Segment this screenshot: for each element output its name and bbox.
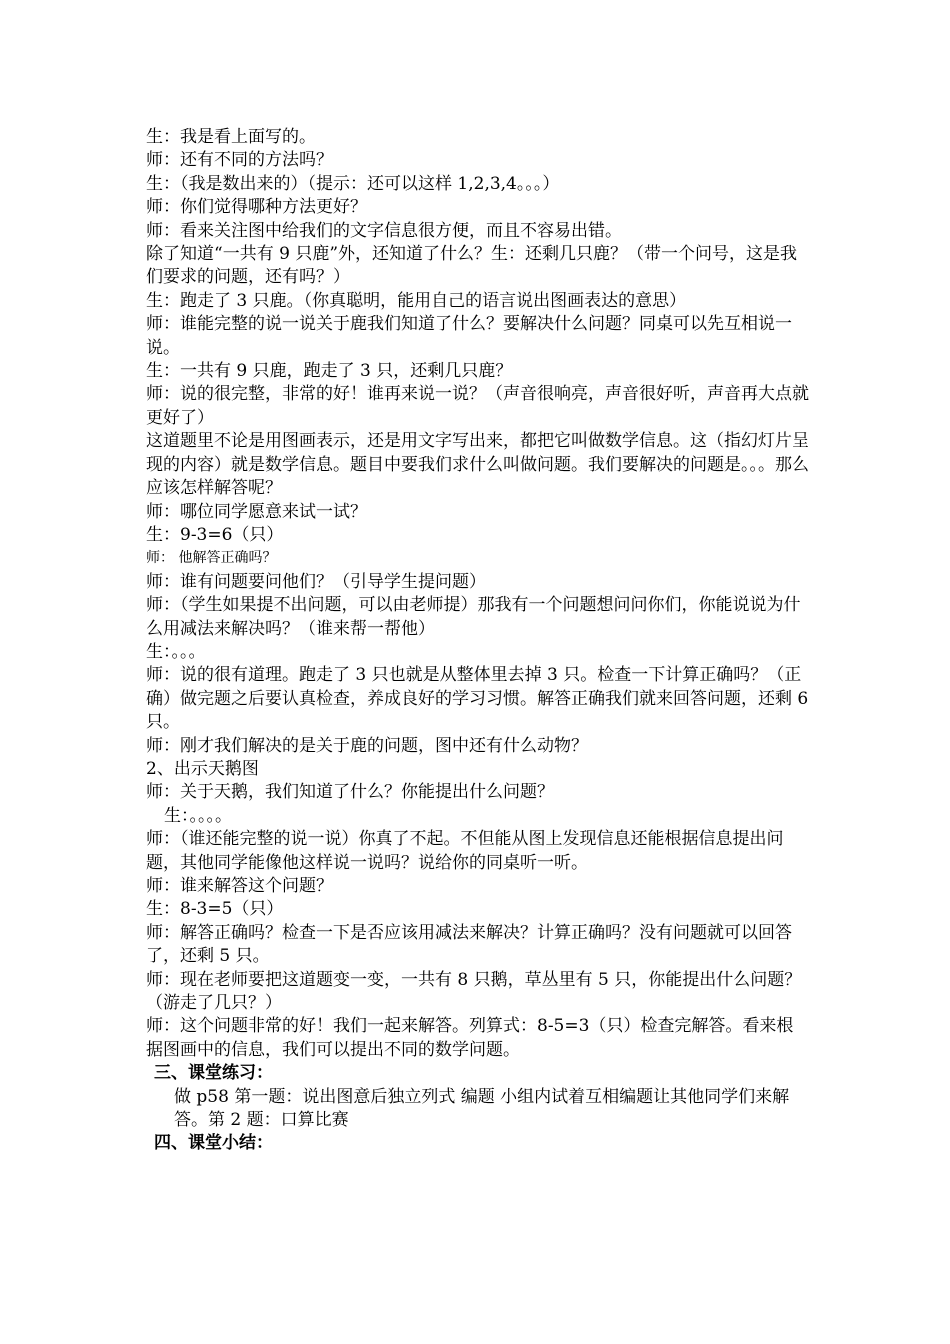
paragraph: 生：9-3=6（只） (146, 524, 284, 545)
paragraph: 师：（谁还能完整的说一说）你真了不起。不但能从图上发现信息还能根据信息提出问题，其他同学能像他这样说一说吗？说给你的同桌听一听。 (146, 829, 784, 873)
paragraph: 师：说的很完整，非常的好！谁再来说一说？（声音很响亮，声音很好听，声音再大点就更好了） (146, 384, 809, 428)
paragraph: 这道题里不论是用图画表示，还是用文字写出来，都把它叫做数学信息。这（指幻灯片呈现的内容）就是数学信息。题目中要我们求什么叫做问题。我们要解决的问题是。。。那么应该怎样解答呢？ (146, 431, 809, 499)
paragraph: 师： 他解答正确吗？ (146, 550, 277, 567)
paragraph: 生：我是看上面写的。 (146, 127, 316, 147)
paragraph: 师：看来关注图中给我们的文字信息很方便，而且不容易出错。 (146, 220, 622, 241)
paragraph: 师：这个问题非常的好！我们一起来解答。列算式：8-5=3（只）检查完解答。看来根据图画中的信息，我们可以提出不同的数学问题。 (146, 1016, 794, 1060)
section-heading-summary: 四、课堂小结： (154, 1133, 273, 1154)
paragraph: 生：跑走了 3 只鹿。（你真聪明，能用自己的语言说出图画表达的意思） (146, 290, 687, 311)
paragraph: 师：谁有问题要问他们？（引导学生提问题） (146, 571, 486, 592)
section-heading-practice: 三、课堂练习： (154, 1063, 273, 1084)
paragraph: 师：现在老师要把这道题变一变，一共有 8 只鹅，草丛里有 5 只，你能提出什么问题？（游走了几只？） (146, 969, 802, 1014)
paragraph: 生：。。。 (146, 641, 206, 662)
paragraph: 生：8-3=5（只） (146, 899, 284, 920)
paragraph: 生：（我是数出来的）（提示：还可以这样 1,2,3,4。。。） (146, 173, 560, 194)
paragraph: 师：（学生如果提不出问题，可以由老师提）那我有一个问题想问问你们，你能说说为什么用减法来解决吗？（谁来帮一帮他） (146, 595, 801, 639)
paragraph: 师：谁来解答这个问题？ (146, 876, 333, 896)
paragraph: 师：解答正确吗？检查一下是否应该用减法来解决？计算正确吗？没有问题就可以回答了，还剩 5 只。 (146, 922, 792, 967)
paragraph: 生：一共有 9 只鹿，跑走了 3 只，还剩几只鹿？ (146, 361, 513, 382)
document-body (146, 126, 810, 1156)
paragraph: 除了知道“一共有 9 只鹿”外，还知道了什么？生：还剩几只鹿？（带一个问号，这是我们要求的问题，还有吗？） (146, 244, 798, 288)
paragraph: 生：。。。。 (164, 805, 232, 826)
paragraph: 师：关于天鹅，我们知道了什么？你能提出什么问题？ (146, 782, 554, 803)
section-subtitle: 2、出示天鹅图 (146, 758, 259, 779)
paragraph: 师：说的很有道理。跑走了 3 只也就是从整体里去掉 3 只。检查一下计算正确吗？（正确）做完题之后要认真检查，养成良好的学习习惯。解答正确我们就来回答问题，还剩 6 只。 (146, 665, 809, 733)
paragraph: 师：你们觉得哪种方法更好？ (146, 197, 367, 218)
paragraph: 师：谁能完整的说一说关于鹿我们知道了什么？要解决什么问题？同桌可以先互相说一说。 (146, 314, 792, 358)
paragraph: 师：哪位同学愿意来试一试？ (146, 501, 367, 522)
paragraph: 师：刚才我们解决的是关于鹿的问题，图中还有什么动物？ (146, 735, 588, 756)
paragraph: 做 p58 第一题：说出图意后独立列式 编题 小组内试着互相编题让其他同学们来解答。第 2 题：口算比赛 (174, 1086, 790, 1131)
paragraph: 师：还有不同的方法吗？ (146, 150, 333, 171)
